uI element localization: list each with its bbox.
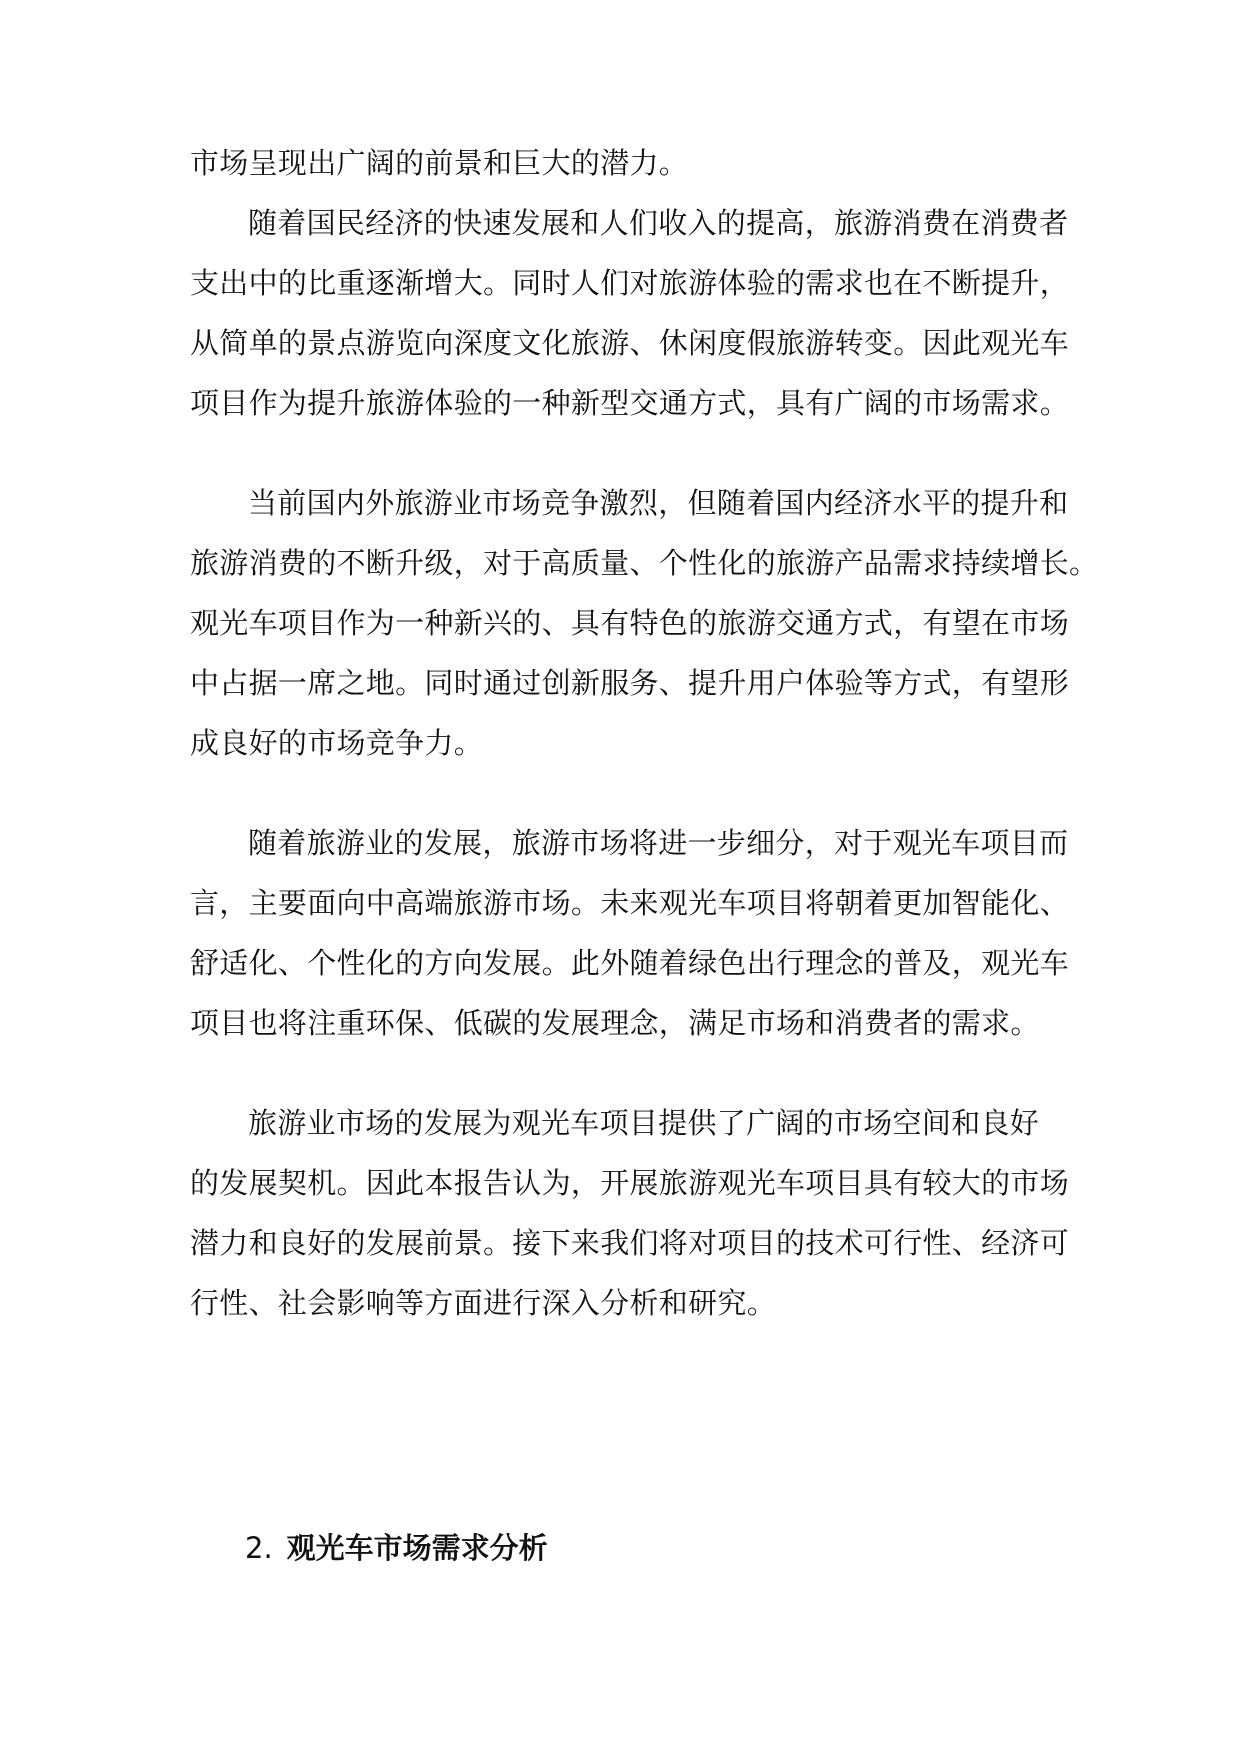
paragraph-4-line-3: 舒适化、个性化的方向发展。此外随着绿色出行理念的普及，观光车 (190, 946, 1070, 980)
paragraph-2-line-3: 从简单的景点游览向深度文化旅游、休闲度假旅游转变。因此观光车 (190, 326, 1070, 360)
paragraph-4-line-1: 随着旅游业的发展，旅游市场将进一步细分，对于观光车项目而 (248, 826, 1069, 860)
paragraph-5-line-1: 旅游业市场的发展为观光车项目提供了广阔的市场空间和良好 (248, 1106, 1040, 1140)
section-number: 2. (245, 1531, 273, 1565)
paragraph-4-line-4: 项目也将注重环保、低碳的发展理念，满足市场和消费者的需求。 (190, 1006, 1040, 1040)
paragraph-3-line-5: 成良好的市场竞争力。 (190, 726, 484, 760)
paragraph-5-line-2: 的发展契机。因此本报告认为，开展旅游观光车项目具有较大的市场 (190, 1166, 1070, 1200)
paragraph-5-line-4: 行性、社会影响等方面进行深入分析和研究。 (190, 1286, 777, 1320)
paragraph-3-line-1: 当前国内外旅游业市场竞争激烈，但随着国内经济水平的提升和 (248, 486, 1069, 520)
paragraph-3-line-4: 中占据一席之地。同时通过创新服务、提升用户体验等方式，有望形 (190, 666, 1070, 700)
paragraph-1-line-1: 市场呈现出广阔的前景和巨大的潜力。 (190, 146, 689, 180)
section-heading (245, 1528, 548, 1568)
paragraph-5-line-3: 潜力和良好的发展前景。接下来我们将对项目的技术可行性、经济可 (190, 1226, 1070, 1260)
paragraph-3-line-2: 旅游消费的不断升级，对于高质量、个性化的旅游产品需求持续增长。 (190, 546, 1099, 580)
paragraph-2-line-2: 支出中的比重逐渐增大。同时人们对旅游体验的需求也在不断提升， (190, 266, 1070, 300)
paragraph-2-line-4: 项目作为提升旅游体验的一种新型交通方式，具有广阔的市场需求。 (190, 386, 1070, 420)
paragraph-4-line-2: 言，主要面向中高端旅游市场。未来观光车项目将朝着更加智能化、 (190, 886, 1070, 920)
section-title: 观光车市场需求分析 (286, 1531, 548, 1565)
paragraph-3-line-3: 观光车项目作为一种新兴的、具有特色的旅游交通方式，有望在市场 (190, 606, 1070, 640)
paragraph-2-line-1: 随着国民经济的快速发展和人们收入的提高，旅游消费在消费者 (248, 206, 1069, 240)
